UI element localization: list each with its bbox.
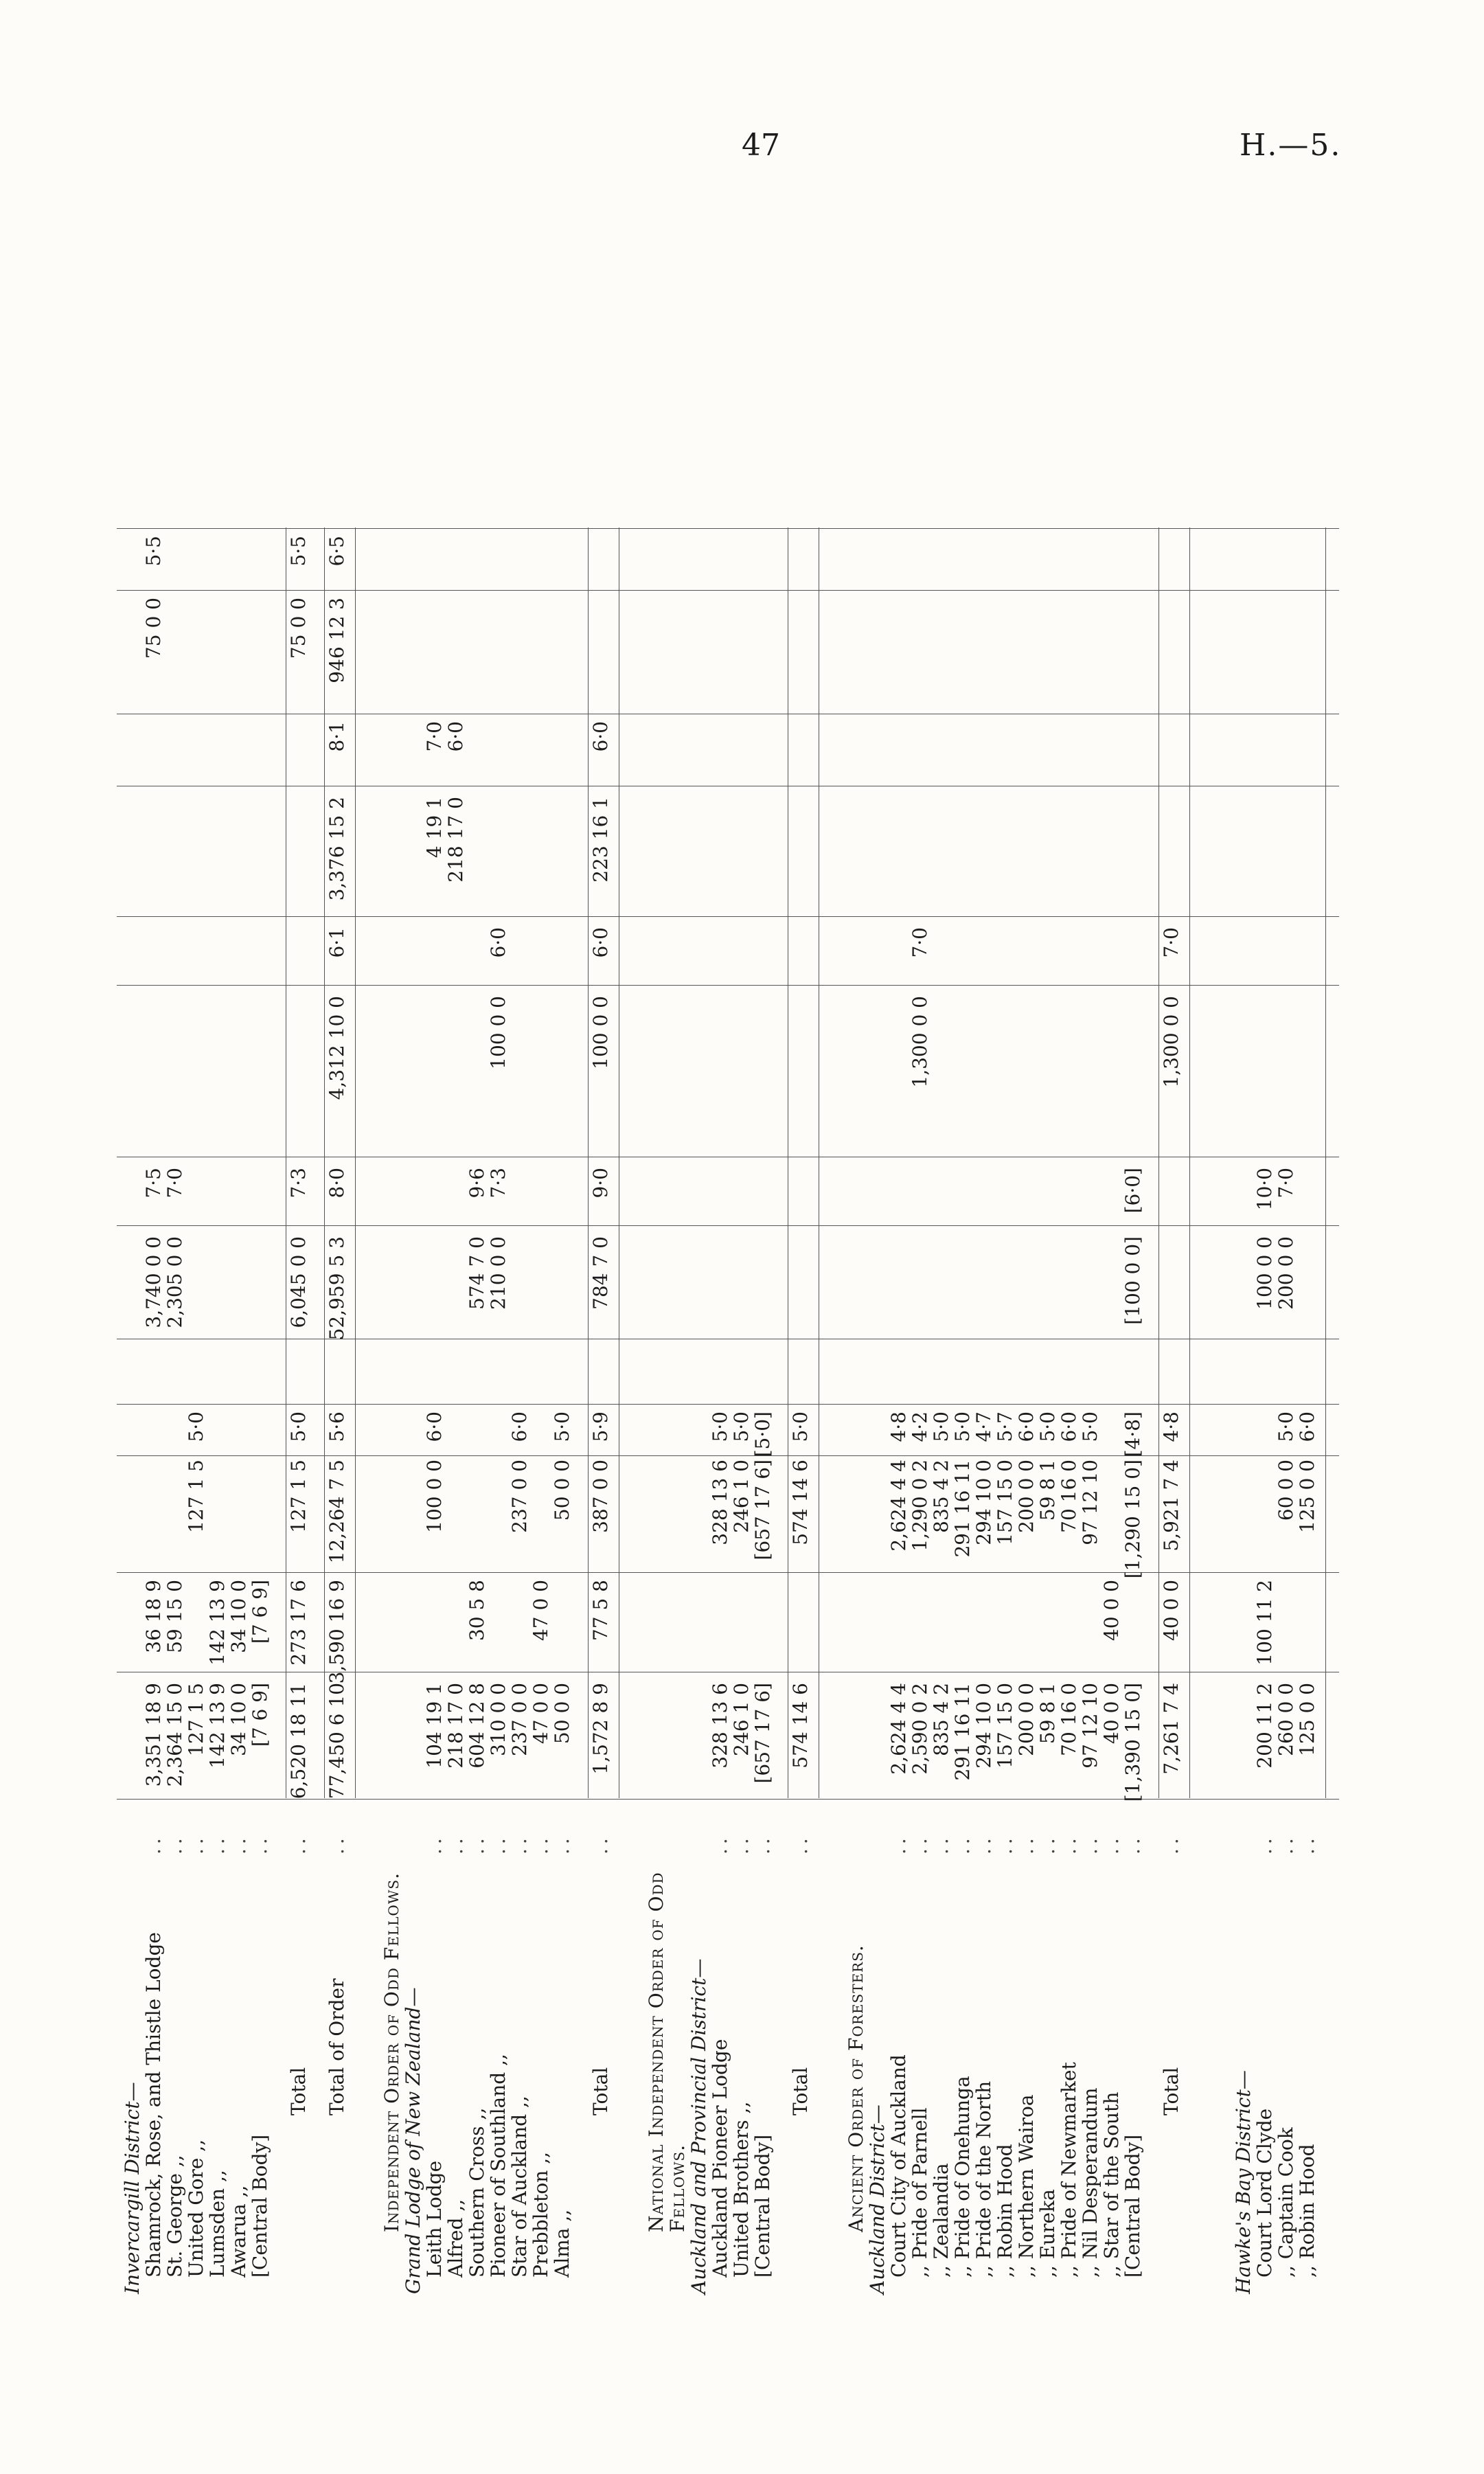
lodge-name: St. George ,, — [163, 2155, 186, 2278]
value-c1: 218 17 0 — [444, 1683, 468, 1769]
value-c4: 5·0 — [930, 1411, 952, 1442]
value-c3: 291 16 11 — [951, 1460, 974, 1558]
section-rule — [1325, 527, 1326, 1798]
leader-dots: .. — [249, 1834, 271, 1854]
lodge-name: ,, Pride of Onehunga — [951, 2076, 974, 2278]
leader-dots: .. — [1079, 1834, 1101, 1854]
value-c2: 30 5 8 — [466, 1580, 489, 1642]
value-c10: 7·0 — [423, 721, 446, 752]
value-c6: 7·5 — [142, 1168, 165, 1199]
value-c4: 6·0 — [1296, 1411, 1319, 1442]
total-label: Total — [589, 2067, 612, 2115]
leader-dots: .. — [1296, 1834, 1319, 1854]
value-c5: [100 0 0] — [1121, 1236, 1144, 1325]
value-c3: 574 14 6 — [789, 1460, 812, 1545]
value-c4: 5·0 — [286, 1411, 310, 1442]
value-c4: [5·0] — [751, 1411, 774, 1457]
value-c3: 387 0 0 — [589, 1460, 612, 1533]
value-c4: 5·0 — [729, 1411, 753, 1442]
total-rule — [588, 527, 589, 1798]
order-heading: Fellows. — [665, 2144, 689, 2232]
value-c7: 100 0 0 — [487, 996, 510, 1069]
lodge-name: ,, Pride of Parnell — [909, 2107, 931, 2278]
lodge-name: Auckland Pioneer Lodge — [708, 2039, 731, 2278]
district-heading: Hawke's Bay District— — [1232, 2070, 1255, 2294]
value-c4: 6·0 — [423, 1411, 446, 1442]
value-c3: [657 17 6] — [751, 1460, 774, 1561]
value-c1: 604 12 8 — [466, 1683, 489, 1769]
leader-dots: .. — [423, 1834, 446, 1854]
leader-dots: .. — [1121, 1834, 1144, 1854]
value-c9: 223 16 1 — [589, 797, 612, 883]
value-c8: 7·0 — [1159, 927, 1183, 958]
leader-dots: .. — [551, 1834, 574, 1854]
value-c2: [7 6 9] — [249, 1580, 271, 1644]
column-rule — [117, 528, 1339, 529]
value-c4: 5·0 — [1036, 1411, 1059, 1442]
value-c3: 246 1 0 — [729, 1460, 753, 1533]
value-c1: 3,351 18 9 — [142, 1683, 165, 1787]
value-c10: 6·0 — [444, 721, 468, 752]
value-c6: 7·3 — [487, 1168, 510, 1199]
value-c4: 5·7 — [994, 1411, 1016, 1442]
value-c1: 47 0 0 — [529, 1683, 553, 1745]
value-c3: 127 1 5 — [286, 1460, 310, 1533]
value-c12: 5·5 — [142, 536, 165, 567]
leader-dots: .. — [487, 1834, 510, 1854]
leader-dots: .. — [185, 1834, 207, 1854]
value-c1: 104 19 1 — [423, 1683, 446, 1769]
value-c9: 218 17 0 — [444, 797, 468, 883]
leader-dots: .. — [1036, 1834, 1059, 1854]
value-c6: 7·0 — [163, 1168, 186, 1199]
value-c11: 946 12 3 — [325, 598, 348, 683]
value-c3: 127 1 5 — [185, 1460, 207, 1533]
lodge-name: Court Lord Clyde — [1253, 2108, 1277, 2278]
value-c2: 142 13 9 — [206, 1580, 229, 1666]
total-label: Total — [1159, 2067, 1183, 2115]
value-c3: 12,264 7 5 — [325, 1460, 348, 1564]
value-c7: 4,312 10 0 — [325, 996, 348, 1100]
value-c1: [1,390 15 0] — [1121, 1683, 1144, 1802]
value-c3: 835 4 2 — [930, 1460, 952, 1533]
value-c3: 328 13 6 — [708, 1460, 731, 1545]
value-c6: 9·6 — [466, 1168, 489, 1199]
section-rule — [1189, 527, 1190, 1798]
lodge-name: ,, Northern Wairoa — [1015, 2094, 1038, 2278]
value-c3: 70 16 0 — [1058, 1460, 1080, 1533]
value-c6: 8·0 — [325, 1168, 348, 1199]
leader-dots: .. — [444, 1834, 468, 1854]
value-c2: 47 0 0 — [529, 1580, 553, 1642]
value-c1: 310 0 0 — [487, 1683, 510, 1756]
value-c4: 5·6 — [325, 1411, 348, 1442]
leader-dots: .. — [789, 1834, 812, 1854]
lodge-name: Southern Cross ,, — [466, 2107, 489, 2278]
value-c3: 237 0 0 — [508, 1460, 532, 1533]
leader-dots: .. — [909, 1834, 931, 1854]
leader-dots: .. — [286, 1834, 310, 1854]
district-heading: Auckland District— — [866, 2104, 889, 2294]
lodge-name: ,, Robin Hood — [1296, 2144, 1319, 2278]
value-c4: 4·7 — [972, 1411, 995, 1442]
lodge-name: Awarua ,, — [227, 2185, 250, 2278]
district-heading: Invercargill District— — [121, 2082, 144, 2294]
value-c5: 3,740 0 0 — [142, 1236, 165, 1328]
value-c3: 59 8 1 — [1036, 1460, 1059, 1521]
lodge-name: ,, Zealandia — [930, 2163, 952, 2278]
value-c1: 260 0 0 — [1275, 1683, 1298, 1756]
value-c1: 7,261 7 4 — [1159, 1683, 1183, 1775]
rotated-table — [117, 199, 1339, 2294]
leader-dots: .. — [1253, 1834, 1277, 1854]
column-rule — [117, 916, 1339, 917]
value-c4: 5·0 — [551, 1411, 574, 1442]
order-heading: Ancient Order of Foresters. — [845, 1944, 867, 2232]
value-c5: 200 0 0 — [1275, 1236, 1298, 1310]
value-c1: 835 4 2 — [930, 1683, 952, 1756]
district-heading: Auckland and Provincial District— — [687, 1958, 710, 2294]
value-c2: 100 11 2 — [1253, 1580, 1277, 1666]
value-c12: 6·5 — [325, 536, 348, 567]
value-c3: 125 0 0 — [1296, 1460, 1319, 1533]
lodge-name: United Gore ,, — [185, 2139, 207, 2278]
value-c4: 5·0 — [1275, 1411, 1298, 1442]
value-c4: 5·0 — [708, 1411, 731, 1442]
value-c2: 34 10 0 — [227, 1580, 250, 1653]
value-c1: 77,450 6 10 — [325, 1683, 348, 1800]
value-c4: 4·2 — [909, 1411, 931, 1442]
leader-dots: .. — [508, 1834, 532, 1854]
value-c4: 6·0 — [1015, 1411, 1038, 1442]
order-heading: Independent Order of Odd Fellows. — [380, 1872, 404, 2232]
value-c3: 97 12 10 — [1079, 1460, 1101, 1545]
value-c1: 294 10 0 — [972, 1683, 995, 1769]
value-c3: 60 0 0 — [1275, 1460, 1298, 1521]
leader-dots: .. — [751, 1834, 774, 1854]
value-c4: [4·8] — [1121, 1411, 1144, 1457]
value-c9: 3,376 15 2 — [325, 797, 348, 901]
value-c10: 8·1 — [325, 721, 348, 752]
leader-dots: .. — [1275, 1834, 1298, 1854]
value-c1: 70 16 0 — [1058, 1683, 1080, 1756]
value-c5: 210 0 0 — [487, 1236, 510, 1310]
value-c7: 1,300 0 0 — [1159, 996, 1183, 1088]
value-c3: 2,624 4 4 — [887, 1460, 910, 1552]
value-c2: 3,590 16 9 — [325, 1580, 348, 1684]
leader-dots: .. — [1058, 1834, 1080, 1854]
column-rule — [117, 985, 1339, 986]
value-c1: 246 1 0 — [729, 1683, 753, 1756]
leader-dots: .. — [227, 1834, 250, 1854]
leader-dots: .. — [994, 1834, 1016, 1854]
leader-dots: .. — [206, 1834, 229, 1854]
leader-dots: .. — [163, 1834, 186, 1854]
lodge-name: United Brothers ,, — [729, 2101, 753, 2278]
total-label: Total — [789, 2067, 812, 2115]
value-c4: 5·9 — [589, 1411, 612, 1442]
lodge-name: ,, Star of the South — [1100, 2091, 1123, 2278]
leader-dots: .. — [972, 1834, 995, 1854]
value-c3: 200 0 0 — [1015, 1460, 1038, 1533]
value-c2: 40 0 0 — [1159, 1580, 1183, 1642]
value-c2: 273 17 6 — [286, 1580, 310, 1666]
total-rule — [324, 527, 325, 1798]
value-c1: 59 8 1 — [1036, 1683, 1059, 1745]
value-c7: 100 0 0 — [589, 996, 612, 1069]
value-c5: 784 7 0 — [589, 1236, 612, 1310]
value-c1: 40 0 0 — [1100, 1683, 1123, 1745]
value-c7: 1,300 0 0 — [909, 996, 931, 1088]
value-c1: 574 14 6 — [789, 1683, 812, 1769]
leader-dots: .. — [708, 1834, 731, 1854]
value-c4: 6·0 — [1058, 1411, 1080, 1442]
value-c1: 127 1 5 — [185, 1683, 207, 1756]
district-heading: Grand Lodge of New Zealand— — [402, 1987, 425, 2294]
value-c2: 77 5 8 — [589, 1580, 612, 1642]
value-c1: 2,364 15 0 — [163, 1683, 186, 1787]
leader-dots: .. — [325, 1834, 348, 1854]
lodge-name: [Central Body] — [1121, 2134, 1144, 2278]
value-c1: 237 0 0 — [508, 1683, 532, 1756]
value-c8: 6·1 — [325, 927, 348, 958]
value-c5: 574 7 0 — [466, 1236, 489, 1310]
value-c11: 75 0 0 — [142, 598, 165, 659]
value-c6: 9·0 — [589, 1168, 612, 1199]
value-c6: 7·3 — [286, 1168, 310, 1199]
lodge-name: Alfred ,, — [444, 2199, 468, 2278]
lodge-name: Alma ,, — [551, 2209, 574, 2278]
value-c1: 50 0 0 — [551, 1683, 574, 1745]
leader-dots: .. — [589, 1834, 612, 1854]
value-c4: 4·8 — [887, 1411, 910, 1442]
leader-dots: .. — [930, 1834, 952, 1854]
lodge-name: Pioneer of Southland ,, — [487, 2054, 510, 2278]
value-c8: 7·0 — [909, 927, 931, 958]
value-c1: 328 13 6 — [708, 1683, 731, 1769]
column-rule — [117, 1404, 1339, 1405]
value-c1: 142 13 9 — [206, 1683, 229, 1769]
value-c8: 6·0 — [589, 927, 612, 958]
lodge-name: Leith Lodge — [423, 2160, 446, 2278]
leader-dots: .. — [887, 1834, 910, 1854]
value-c4: 5·0 — [1079, 1411, 1101, 1442]
value-c4: 5·0 — [951, 1411, 974, 1442]
value-c6: 10·0 — [1253, 1168, 1277, 1211]
leader-dots: .. — [1100, 1834, 1123, 1854]
value-c4: 5·0 — [185, 1411, 207, 1442]
value-c1: 157 15 0 — [994, 1683, 1016, 1769]
value-c5: 6,045 0 0 — [286, 1236, 310, 1328]
value-c1: 2,624 4 4 — [887, 1683, 910, 1775]
value-c12: 5·5 — [286, 536, 310, 567]
leader-dots: .. — [951, 1834, 974, 1854]
value-c2: 36 18 9 — [142, 1580, 165, 1653]
value-c3: 5,921 7 4 — [1159, 1460, 1183, 1552]
value-c3: 50 0 0 — [551, 1460, 574, 1521]
value-c3: 294 10 0 — [972, 1460, 995, 1545]
value-c1: 291 16 11 — [951, 1683, 974, 1781]
leader-dots: .. — [1015, 1834, 1038, 1854]
value-c1: 6,520 18 11 — [286, 1683, 310, 1800]
value-c5: 52,959 5 3 — [325, 1236, 348, 1341]
page-number: 47 — [742, 128, 780, 163]
lodge-name: [Central Body] — [249, 2134, 271, 2278]
leader-dots: .. — [1159, 1834, 1183, 1854]
lodge-name: ,, Pride of Newmarket — [1058, 2062, 1080, 2278]
lodge-name: Star of Auckland ,, — [508, 2096, 532, 2278]
value-c10: 6·0 — [589, 721, 612, 752]
value-c1: 1,572 8 9 — [589, 1683, 612, 1775]
value-c4: 4·8 — [1159, 1411, 1183, 1442]
value-c1: 125 0 0 — [1296, 1683, 1319, 1756]
value-c1: 200 0 0 — [1015, 1683, 1038, 1756]
value-c1: [7 6 9] — [249, 1683, 271, 1747]
value-c8: 6·0 — [487, 927, 510, 958]
value-c9: 4 19 1 — [423, 797, 446, 859]
order-heading: National Independent Order of Odd — [644, 1872, 667, 2232]
value-c4: 6·0 — [508, 1411, 532, 1442]
lodge-name: Court City of Auckland — [887, 2054, 910, 2278]
leader-dots: .. — [729, 1834, 753, 1854]
value-c3: 100 0 0 — [423, 1460, 446, 1533]
lodge-name: [Central Body] — [751, 2134, 774, 2278]
total-label: Total — [286, 2067, 310, 2115]
lodge-name: ,, Eureka — [1036, 2189, 1059, 2278]
value-c3: [1,290 15 0] — [1121, 1460, 1144, 1579]
document-reference: H.—5. — [1240, 128, 1342, 163]
value-c1: 2,590 0 2 — [909, 1683, 931, 1775]
leader-dots: .. — [529, 1834, 553, 1854]
lodge-name: ,, Captain Cook — [1275, 2127, 1298, 2278]
value-c5: 100 0 0 — [1253, 1236, 1277, 1310]
lodge-name: ,, Pride of the North — [972, 2080, 995, 2278]
value-c11: 75 0 0 — [286, 598, 310, 659]
section-rule — [355, 527, 356, 1798]
leader-dots: .. — [142, 1834, 165, 1854]
value-c6: 7·0 — [1275, 1168, 1298, 1199]
value-c2: 59 15 0 — [163, 1580, 186, 1653]
leader-dots: .. — [466, 1834, 489, 1854]
total-rule — [1158, 527, 1159, 1798]
lodge-name: Prebbleton ,, — [529, 2151, 553, 2278]
total-label: Total of Order — [325, 1978, 348, 2115]
value-c5: 2,305 0 0 — [163, 1236, 186, 1328]
value-c1: 97 12 10 — [1079, 1683, 1101, 1769]
value-c3: 157 15 0 — [994, 1460, 1016, 1545]
lodge-name: ,, Nil Desperandum — [1079, 2087, 1101, 2278]
value-c2: 40 0 0 — [1100, 1580, 1123, 1642]
value-c6: [6·0] — [1121, 1168, 1144, 1214]
value-c4: 5·0 — [789, 1411, 812, 1442]
value-c3: 1,290 0 2 — [909, 1460, 931, 1552]
value-c1: 34 10 0 — [227, 1683, 250, 1756]
lodge-name: Lumsden ,, — [206, 2170, 229, 2278]
value-c1: [657 17 6] — [751, 1683, 774, 1784]
value-c1: 200 11 2 — [1253, 1683, 1277, 1769]
lodge-name: Shamrock, Rose, and Thistle Lodge — [142, 1932, 165, 2278]
lodge-name: ,, Robin Hood — [994, 2144, 1016, 2278]
